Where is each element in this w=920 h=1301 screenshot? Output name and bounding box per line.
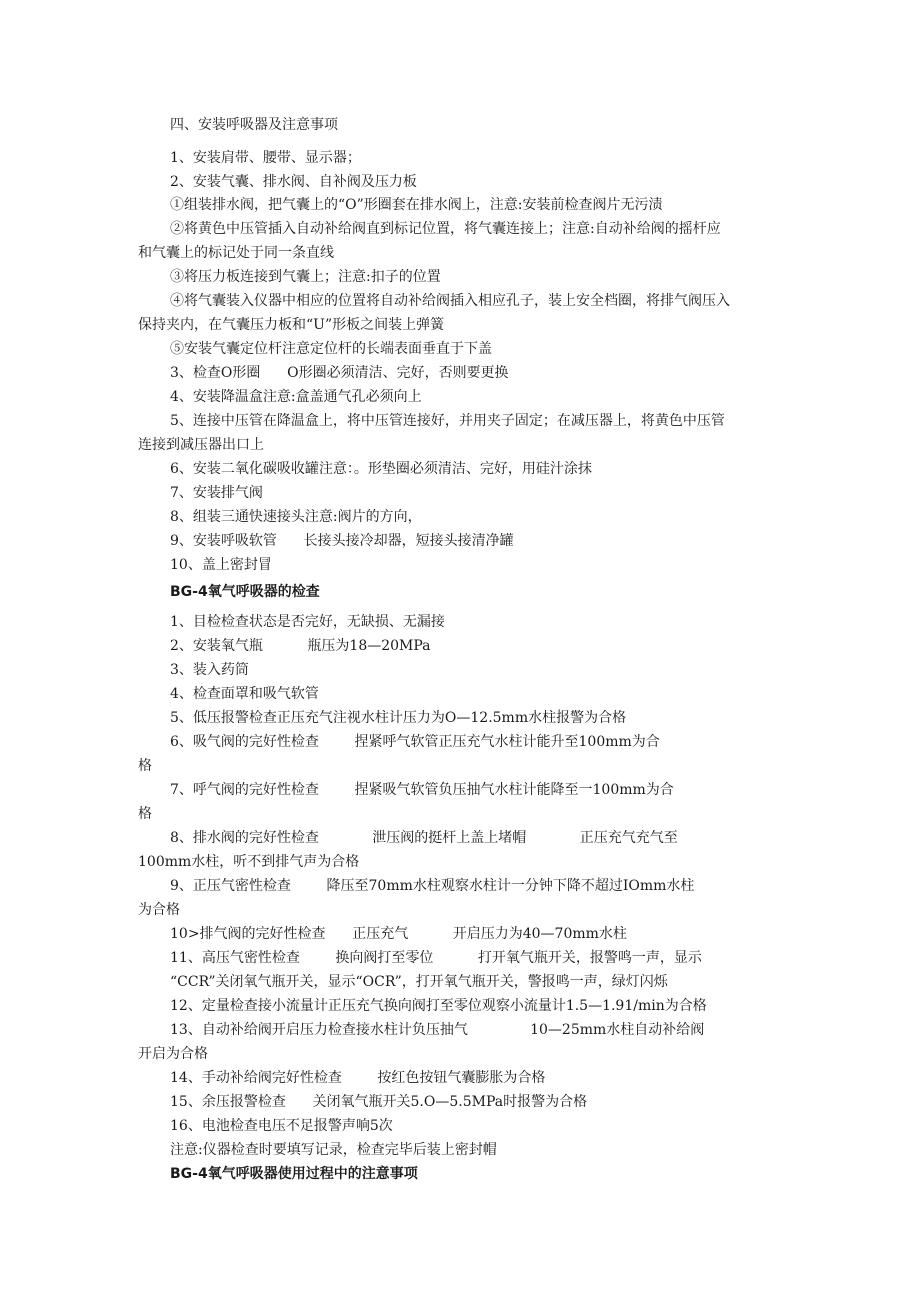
list-item: 7、呼气阀的完好性检查 捏紧吸气软管负压抽气水柱计能降至一100mm为合: [170, 782, 674, 798]
list-item-continuation: 格: [138, 806, 152, 822]
list-item: 14、手动补给阀完好性检查 按红色按钮气囊膨胀为合格: [170, 1070, 546, 1086]
list-item: 6、吸气阀的完好性检查 捏紧呼气软管正压充气水柱计能升至100mm为合: [170, 734, 660, 750]
list-item: 9、安装呼吸软管 长接头接冷却器，短接头接清净罐: [170, 533, 514, 549]
list-item-continuation: 为合格: [138, 902, 180, 918]
note-text: 注意:仪器检查时要填写记录，检查完毕后装上密封帽: [170, 1142, 497, 1158]
list-item: 4、安装降温盒注意:盒盖通气孔必须向上: [170, 389, 422, 405]
list-item: 11、高压气密性检查 换向阀打至零位 打开氧气瓶开关，报警鸣一声，显示: [170, 950, 702, 966]
list-item: 1、安装肩带、腰带、显示器；: [170, 150, 361, 166]
list-item: 5、低压报警检查正压充气注视水柱计压力为O—12.5mm水柱报警为合格: [170, 710, 627, 726]
list-item: 6、安装二氧化碳吸收罐注意：。形垫圈必须清洁、完好，用硅汁涂抹: [170, 461, 592, 477]
list-item: 7、安装排气阀: [170, 485, 263, 501]
list-item: ③将压力板连接到气囊上；注意:扣子的位置: [170, 269, 441, 285]
list-item-continuation: 保持夹内，在气囊压力板和“U”形板之间装上弹簧: [138, 317, 445, 333]
list-item-continuation: “CCR”关闭氧气瓶开关，显示“OCR”，打开氧气瓶开关，警报鸣一声，绿灯闪烁: [170, 974, 668, 990]
list-item: 15、余压报警检查 关闭氧气瓶开关5.O—5.5MPa时报警为合格: [170, 1094, 588, 1110]
section-title-check: BG-4氧气呼吸器的检查: [170, 584, 320, 600]
section-title-usage: BG-4氧气呼吸器使用过程中的注意事项: [170, 1166, 418, 1182]
list-item-continuation: 连接到减压器出口上: [138, 437, 264, 453]
list-item: 5、连接中压管在降温盒上，将中压管连接好，并用夹子固定；在减压器上，将黄色中压管: [170, 413, 725, 429]
list-item-continuation: 开启为合格: [138, 1046, 208, 1062]
list-item: 16、电池检查电压不足报警声响5次: [170, 1118, 393, 1134]
list-item: 3、装入药筒: [170, 662, 249, 678]
list-item-continuation: 格: [138, 758, 152, 774]
list-item: 8、排水阀的完好性检查 泄压阀的挺杆上盖上堵帽 正压充气充气至: [170, 830, 678, 846]
list-item: 13、自动补给阀开启压力检查接水柱计负压抽气 10—25mm水柱自动补给阀: [170, 1022, 705, 1038]
list-item: ②将黄色中压管插入自动补给阀直到标记位置，将气囊连接上；注意:自动补给阀的摇杆应: [170, 221, 721, 237]
list-item: ①组装排水阀，把气囊上的“O”形圈套在排水阀上，注意:安装前检查阀片无污渍: [170, 197, 663, 213]
list-item: 9、正压气密性检查 降压至70mm水柱观察水柱计一分钟下降不超过IOmm水柱: [170, 878, 695, 894]
list-item: 2、安装氧气瓶 瓶压为18—20MPa: [170, 638, 431, 654]
list-item: ⑤安装气囊定位杆注意定位杆的长端表面垂直于下盖: [170, 341, 492, 357]
list-item: 2、安装气囊、排水阀、自补阀及压力板: [170, 174, 417, 190]
list-item: 12、定量检查接小流量计正压充气换向阀打至零位观察小流量计1.5—1.91/min为合格: [170, 998, 707, 1014]
list-item: 10>排气阀的完好性检查 正压充气 开启压力为40—70mm水柱: [170, 926, 627, 942]
list-item: 3、检查O形圈 O形圈必须清洁、完好，否则要更换: [170, 365, 509, 381]
list-item: ④将气囊装入仪器中相应的位置将自动补给阀插入相应孔子，装上安全档圈，将排气阀压入: [170, 293, 730, 309]
list-item-continuation: 100mm水柱，听不到排气声为合格: [138, 854, 360, 870]
list-item-continuation: 和气囊上的标记处于同一条直线: [138, 245, 334, 261]
list-item: 1、目检检查状态是否完好，无缺损、无漏接: [170, 614, 445, 630]
list-item: 8、组装三通快速接头注意:阀片的方向，: [170, 509, 422, 525]
list-item: 4、检查面罩和吸气软管: [170, 686, 319, 702]
list-item: 10、盖上密封冒: [170, 557, 272, 573]
section-title-install: 四、安装呼吸器及注意事项: [170, 117, 338, 133]
